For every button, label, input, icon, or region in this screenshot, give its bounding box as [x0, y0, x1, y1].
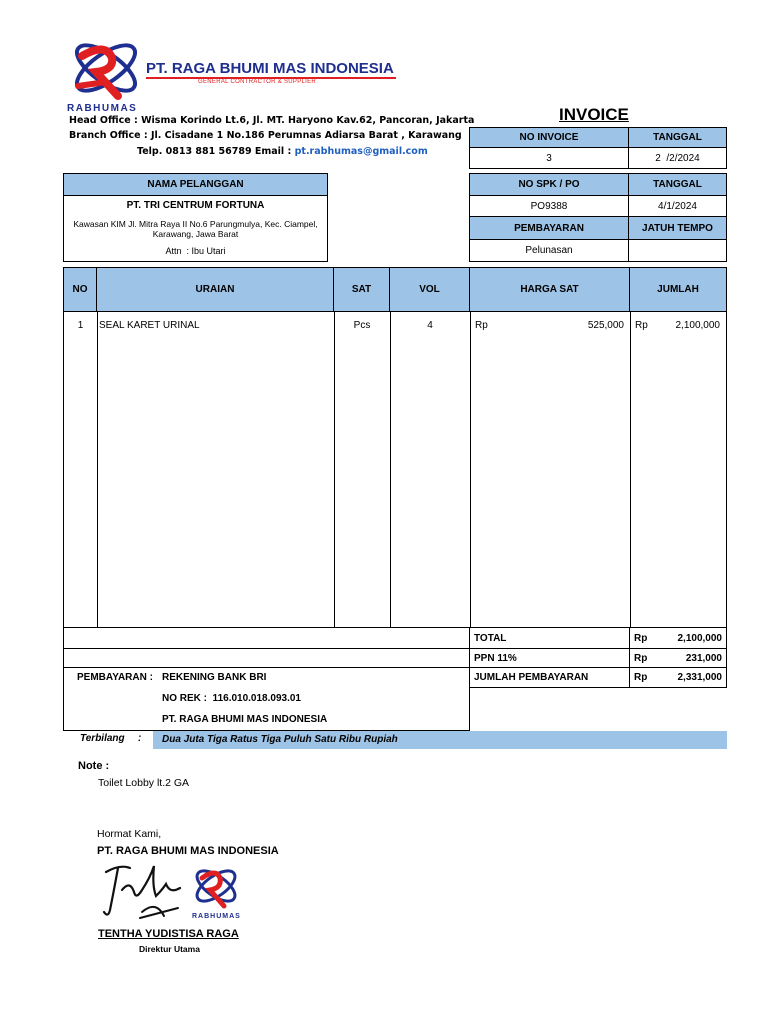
total-value: 2,100,000 [677, 632, 722, 644]
payment-bank: REKENING BANK BRI [162, 671, 267, 683]
jatuh-tempo-value [629, 240, 726, 261]
grand-total-currency: Rp [634, 671, 648, 683]
row-harga: 525,000 [587, 319, 624, 331]
col-header-uraian: URAIAN [97, 268, 334, 312]
stamp-brand: RABHUMAS [192, 913, 241, 920]
customer-address-1: Kawasan KIM Jl. Mitra Raya II No.6 Parungmulya, Kec. Ciampel, [73, 218, 318, 229]
col-header-no: NO [64, 268, 97, 312]
contact-line [137, 146, 428, 157]
row-sat: Pcs [353, 319, 371, 331]
signature-company: PT. RAGA BHUMI MAS INDONESIA [97, 845, 279, 857]
company-tagline: GENERAL CONTRACTOR & SUPPLIER [198, 79, 317, 85]
no-spk-header: NO SPK / PO [470, 174, 629, 196]
logo-brand: RABHUMAS [67, 103, 138, 114]
total-label: TOTAL [474, 632, 507, 644]
ppn-label: PPN 11% [474, 652, 517, 664]
total-currency: Rp [634, 632, 648, 644]
head-office: Head Office : Wisma Korindo Lt.6, Jl. MT. Haryono Kav.62, Pancoran, Jakarta [69, 115, 475, 126]
phone-text: Telp. 0813 881 56789 Email : [137, 146, 295, 157]
email-link[interactable]: pt.rabhumas@gmail.com [294, 146, 428, 157]
company-name: PT. RAGA BHUMI MAS INDONESIA [146, 60, 394, 77]
tanggal-value: 2 /2/2024 [655, 152, 700, 164]
ppn-currency: Rp [634, 652, 648, 664]
col-divider [630, 312, 631, 627]
row-jumlah: 2,100,000 [675, 319, 720, 331]
customer-box [63, 173, 328, 262]
col-header-harga: HARGA SAT [470, 268, 630, 312]
ppn-value: 231,000 [685, 652, 722, 664]
row-vol: 4 [427, 319, 433, 331]
col-divider [390, 312, 391, 627]
col-divider [334, 312, 335, 627]
terbilang-text: Dua Juta Tiga Ratus Tiga Puluh Satu Ribu Rupiah [162, 734, 398, 745]
row-jumlah-currency: Rp [635, 319, 648, 331]
row-divider [64, 667, 469, 668]
customer-address-2: Karawang, Jawa Barat [152, 228, 239, 239]
col-divider [97, 312, 98, 627]
row-no: 1 [77, 319, 84, 331]
jatuh-tempo-header: JATUH TEMPO [629, 217, 726, 240]
row-divider [470, 667, 726, 668]
pembayaran-header: PEMBAYARAN [470, 217, 629, 240]
invoice-info-box [469, 127, 727, 169]
pembayaran-value: Pelunasan [470, 240, 629, 261]
customer-name: PT. TRI CENTRUM FORTUNA [126, 199, 265, 211]
customer-attn: Attn : Ibu Utari [165, 246, 226, 256]
branch-office: Branch Office : Jl. Cisadane 1 No.186 Perumnas Adiarsa Barat , Karawang [69, 130, 462, 141]
no-invoice-header: NO INVOICE [470, 128, 629, 148]
customer-header: NAMA PELANGGAN [64, 174, 327, 196]
payment-label: PEMBAYARAN : [77, 671, 153, 683]
terbilang-colon: : [138, 733, 142, 744]
col-header-jumlah: JUMLAH [630, 268, 726, 312]
no-invoice-value: 3 [470, 148, 629, 168]
note-text: Toilet Lobby lt.2 GA [98, 777, 190, 789]
spk-info-box [469, 173, 727, 262]
row-divider [64, 648, 469, 649]
col-header-vol: VOL [390, 268, 470, 312]
row-divider [470, 648, 726, 649]
grand-total-value: 2,331,000 [677, 671, 722, 683]
tanggal2-value: 4/1/2024 [629, 196, 726, 217]
payment-rek: NO REK : 116.010.018.093.01 [162, 692, 301, 704]
row-harga-currency: Rp [475, 319, 488, 331]
invoice-title: INVOICE [559, 105, 629, 124]
note-label: Note : [78, 760, 110, 772]
grand-total-label: JUMLAH PEMBAYARAN [474, 671, 589, 683]
totals-box [469, 627, 727, 688]
company-stamp [190, 862, 242, 914]
tanggal2-header: TANGGAL [629, 174, 726, 196]
signature-scribble [100, 860, 200, 926]
summary-left-box [63, 627, 470, 731]
row-uraian: SEAL KARET URINAL [99, 319, 200, 331]
items-table [63, 267, 727, 628]
signer-title: Direktur Utama [139, 944, 200, 954]
payment-holder: PT. RAGA BHUMI MAS INDONESIA [162, 713, 328, 725]
col-divider [470, 312, 471, 627]
col-header-sat: SAT [334, 268, 390, 312]
closing-text: Hormat Kami, [97, 828, 162, 840]
col-divider [629, 628, 630, 687]
tanggal-header: TANGGAL [629, 128, 726, 148]
terbilang-label: Terbilang [80, 733, 125, 744]
company-logo [66, 36, 146, 108]
signer-name: TENTHA YUDISTISA RAGA [98, 928, 239, 940]
no-spk-value: PO9388 [470, 196, 629, 217]
